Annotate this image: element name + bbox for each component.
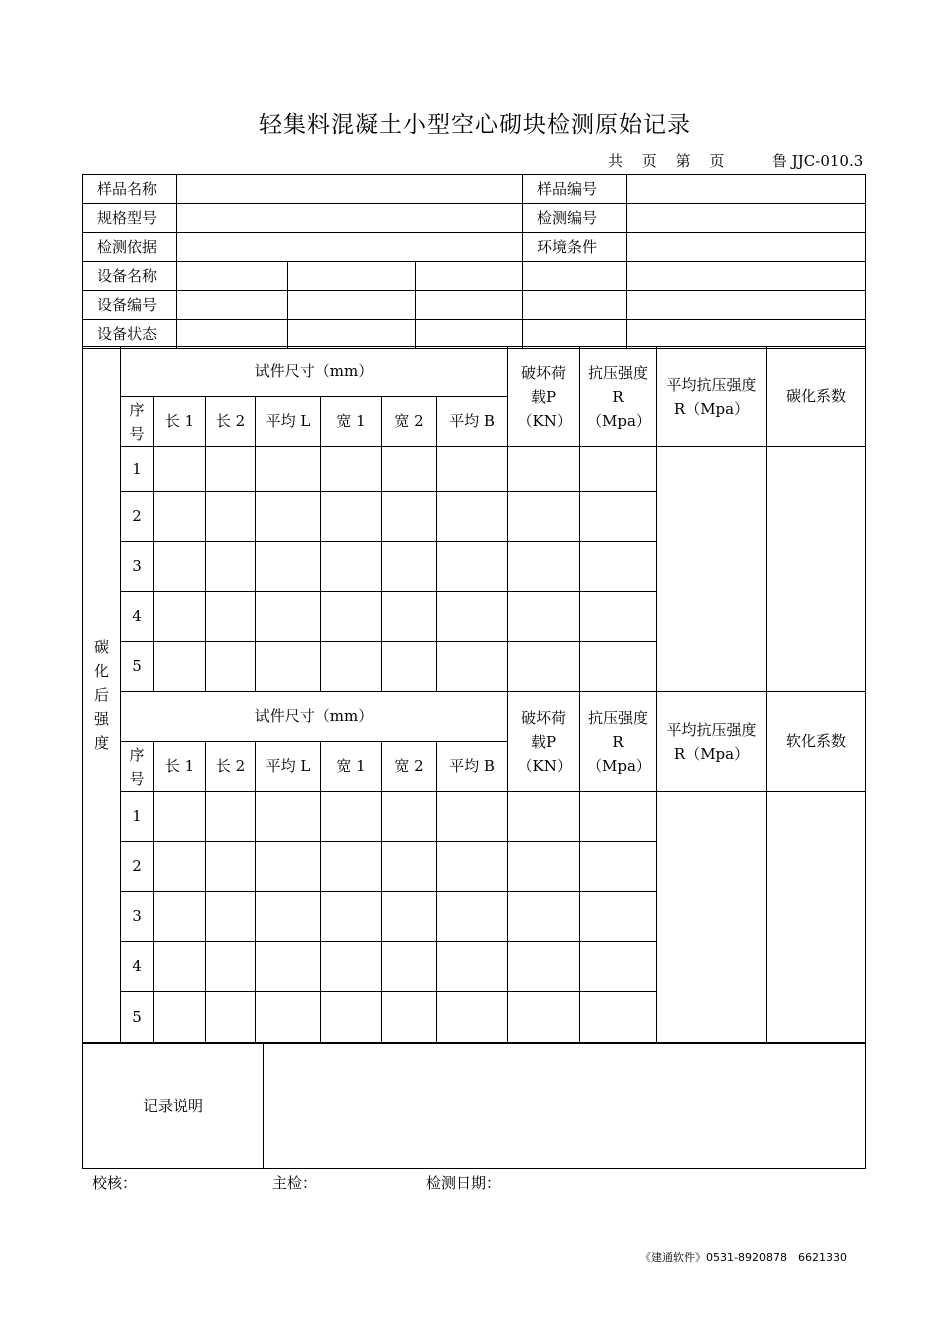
data-cell[interactable] [206, 892, 256, 942]
strength-header [580, 347, 657, 447]
spec-model-field[interactable] [177, 204, 523, 233]
data-cell[interactable] [580, 592, 657, 642]
equip-no-field[interactable] [416, 291, 523, 320]
seq-header-2-text: 序号 [129, 745, 145, 788]
avg-strength-header-text: 平均抗压强度R（Mpa） [666, 375, 757, 418]
data-cell[interactable] [382, 992, 437, 1043]
carbonation-coef-header: 碳化系数 [767, 347, 866, 447]
data-cell[interactable] [508, 892, 580, 942]
data-cell[interactable] [206, 592, 256, 642]
data-cell[interactable] [256, 842, 321, 892]
len1-header: 长 1 [154, 397, 206, 447]
equip-status-field[interactable] [416, 320, 523, 349]
data-cell[interactable] [321, 447, 382, 492]
data-cell[interactable] [154, 892, 206, 942]
page-info [608, 150, 736, 171]
data-cell[interactable] [580, 842, 657, 892]
equip-status-label: 设备状态 [83, 320, 177, 349]
seq-header-2 [121, 742, 154, 792]
avg-strength-header-2 [657, 692, 767, 792]
data-cell[interactable] [206, 492, 256, 542]
data-cell[interactable] [437, 842, 508, 892]
data-cell[interactable] [382, 542, 437, 592]
wid1-header: 宽 1 [321, 397, 382, 447]
test-basis-label: 检测依据 [83, 233, 177, 262]
notes-field[interactable] [264, 1044, 866, 1169]
equip-status-field[interactable] [177, 320, 288, 349]
page-title: 轻集料混凝土小型空心砌块检测原始记录 [259, 112, 691, 138]
data-cell[interactable] [206, 842, 256, 892]
test-date-label: 检测日期： [426, 1174, 502, 1192]
dims-header-2: 试件尺寸（mm） [121, 692, 508, 742]
wid2-header-2: 宽 2 [382, 742, 437, 792]
equip-name-field[interactable] [523, 262, 627, 291]
load-header-2 [508, 692, 580, 792]
data-cell[interactable] [256, 592, 321, 642]
env-conditions-field[interactable] [627, 233, 866, 262]
data-cell[interactable] [154, 542, 206, 592]
load-header-text: 破坏荷载P（KN） [517, 363, 572, 430]
avg-l-header: 平均 L [256, 397, 321, 447]
data-cell[interactable] [382, 447, 437, 492]
row-number: 2 [121, 492, 154, 542]
row-number: 3 [121, 892, 154, 942]
data-cell[interactable] [508, 592, 580, 642]
strength-header-text: 抗压强度R（Mpa） [587, 363, 651, 430]
footer-credit: 《建通软件》0531-8920878 6621330 [640, 1251, 847, 1264]
data-cell[interactable] [580, 542, 657, 592]
data-cell[interactable] [256, 792, 321, 842]
seq-header [121, 397, 154, 447]
avg-strength-cell[interactable] [657, 447, 767, 692]
chief-inspector-label: 主检： [272, 1174, 318, 1192]
data-cell[interactable] [206, 942, 256, 992]
data-cell[interactable] [580, 642, 657, 692]
test-no-field[interactable] [627, 204, 866, 233]
data-cell[interactable] [382, 842, 437, 892]
page-info-total: 共 [608, 152, 626, 170]
data-cell[interactable] [580, 892, 657, 942]
data-cell[interactable] [206, 992, 256, 1043]
data-cell[interactable] [256, 492, 321, 542]
softening-coef-header: 软化系数 [767, 692, 866, 792]
equip-status-field[interactable] [288, 320, 416, 349]
data-cell[interactable] [256, 642, 321, 692]
data-cell[interactable] [321, 792, 382, 842]
avg-b-header: 平均 B [437, 397, 508, 447]
data-cell[interactable] [508, 492, 580, 542]
data-cell[interactable] [437, 592, 508, 642]
row-number: 4 [121, 942, 154, 992]
data-cell[interactable] [321, 842, 382, 892]
page-info-page2: 页 [709, 152, 727, 170]
equip-no-field[interactable] [177, 291, 288, 320]
sample-name-label: 样品名称 [83, 175, 177, 204]
equip-no-field[interactable] [288, 291, 416, 320]
data-cell[interactable] [321, 542, 382, 592]
data-cell[interactable] [437, 542, 508, 592]
data-cell[interactable] [382, 492, 437, 542]
data-cell[interactable] [154, 992, 206, 1043]
data-cell[interactable] [437, 642, 508, 692]
reviewer-label: 校核： [92, 1174, 138, 1192]
data-cell[interactable] [154, 792, 206, 842]
env-conditions-label: 环境条件 [523, 233, 627, 262]
data-cell[interactable] [437, 492, 508, 542]
row-number: 3 [121, 542, 154, 592]
equip-name-label: 设备名称 [83, 262, 177, 291]
len2-header: 长 2 [206, 397, 256, 447]
dims-header: 试件尺寸（mm） [121, 347, 508, 397]
data-cell[interactable] [437, 992, 508, 1043]
data-cell[interactable] [154, 942, 206, 992]
data-cell[interactable] [580, 447, 657, 492]
data-cell[interactable] [382, 792, 437, 842]
row-number: 1 [121, 447, 154, 492]
data-cell[interactable] [508, 642, 580, 692]
data-cell[interactable] [437, 892, 508, 942]
seq-header-text: 序号 [129, 400, 145, 443]
equip-no-label: 设备编号 [83, 291, 177, 320]
data-cell[interactable] [580, 792, 657, 842]
sample-no-field[interactable] [627, 175, 866, 204]
equip-status-field[interactable] [523, 320, 627, 349]
avg-b-header-2: 平均 B [437, 742, 508, 792]
data-cell[interactable] [256, 892, 321, 942]
data-cell[interactable] [256, 542, 321, 592]
data-cell[interactable] [256, 942, 321, 992]
avg-strength-cell-2[interactable] [657, 792, 767, 1043]
strength-header-2 [580, 692, 657, 792]
notes-table [82, 1043, 866, 1169]
load-header-2-text: 破坏荷载P（KN） [517, 708, 572, 775]
data-cell[interactable] [508, 992, 580, 1043]
data-cell[interactable] [321, 942, 382, 992]
data-cell[interactable] [206, 792, 256, 842]
data-cell[interactable] [382, 942, 437, 992]
data-cell[interactable] [256, 992, 321, 1043]
data-cell[interactable] [321, 992, 382, 1043]
data-cell[interactable] [508, 542, 580, 592]
section-label-text: 碳化后强度 [93, 637, 109, 752]
sample-no-label: 样品编号 [523, 175, 627, 204]
data-cell[interactable] [154, 642, 206, 692]
avg-strength-header-2-text: 平均抗压强度R（Mpa） [666, 720, 757, 763]
data-cell[interactable] [321, 592, 382, 642]
test-no-label: 检测编号 [523, 204, 627, 233]
wid1-header-2: 宽 1 [321, 742, 382, 792]
equip-name-field[interactable] [416, 262, 523, 291]
strength-table [82, 346, 866, 1043]
data-cell[interactable] [206, 447, 256, 492]
data-cell[interactable] [437, 447, 508, 492]
len1-header-2: 长 1 [154, 742, 206, 792]
data-cell[interactable] [508, 792, 580, 842]
softening-coef-cell[interactable] [767, 792, 866, 1043]
page-info-page: 页 [641, 152, 659, 170]
data-cell[interactable] [508, 842, 580, 892]
page-info-num: 第 [675, 152, 693, 170]
data-cell[interactable] [154, 492, 206, 542]
equip-name-field[interactable] [627, 262, 866, 291]
row-number: 5 [121, 992, 154, 1043]
data-cell[interactable] [508, 447, 580, 492]
form-code: 鲁 JJC-010.3 [772, 152, 864, 170]
data-cell[interactable] [321, 892, 382, 942]
data-cell[interactable] [256, 447, 321, 492]
equip-no-field[interactable] [627, 291, 866, 320]
data-cell[interactable] [321, 642, 382, 692]
sample-name-field[interactable] [177, 175, 523, 204]
avg-l-header-2: 平均 L [256, 742, 321, 792]
data-cell[interactable] [437, 942, 508, 992]
equip-status-field[interactable] [627, 320, 866, 349]
load-header [508, 347, 580, 447]
equip-no-field[interactable] [523, 291, 627, 320]
data-cell[interactable] [580, 492, 657, 542]
data-cell[interactable] [437, 792, 508, 842]
equip-name-field[interactable] [288, 262, 416, 291]
data-cell[interactable] [382, 592, 437, 642]
carbonation-coef-cell[interactable] [767, 447, 866, 692]
data-cell[interactable] [206, 542, 256, 592]
notes-label: 记录说明 [83, 1044, 264, 1169]
row-number: 2 [121, 842, 154, 892]
equip-name-field[interactable] [177, 262, 288, 291]
data-cell[interactable] [206, 642, 256, 692]
data-cell[interactable] [154, 447, 206, 492]
len2-header-2: 长 2 [206, 742, 256, 792]
data-cell[interactable] [580, 942, 657, 992]
avg-strength-header [657, 347, 767, 447]
row-number: 5 [121, 642, 154, 692]
spec-model-label: 规格型号 [83, 204, 177, 233]
data-cell[interactable] [508, 942, 580, 992]
data-cell[interactable] [154, 592, 206, 642]
data-cell[interactable] [321, 492, 382, 542]
strength-header-2-text: 抗压强度R（Mpa） [587, 708, 651, 775]
test-basis-field[interactable] [177, 233, 523, 262]
row-number: 1 [121, 792, 154, 842]
wid2-header: 宽 2 [382, 397, 437, 447]
data-cell[interactable] [154, 842, 206, 892]
section-label [83, 347, 121, 1043]
data-cell[interactable] [580, 992, 657, 1043]
data-cell[interactable] [382, 892, 437, 942]
info-table [82, 174, 866, 349]
data-cell[interactable] [382, 642, 437, 692]
row-number: 4 [121, 592, 154, 642]
